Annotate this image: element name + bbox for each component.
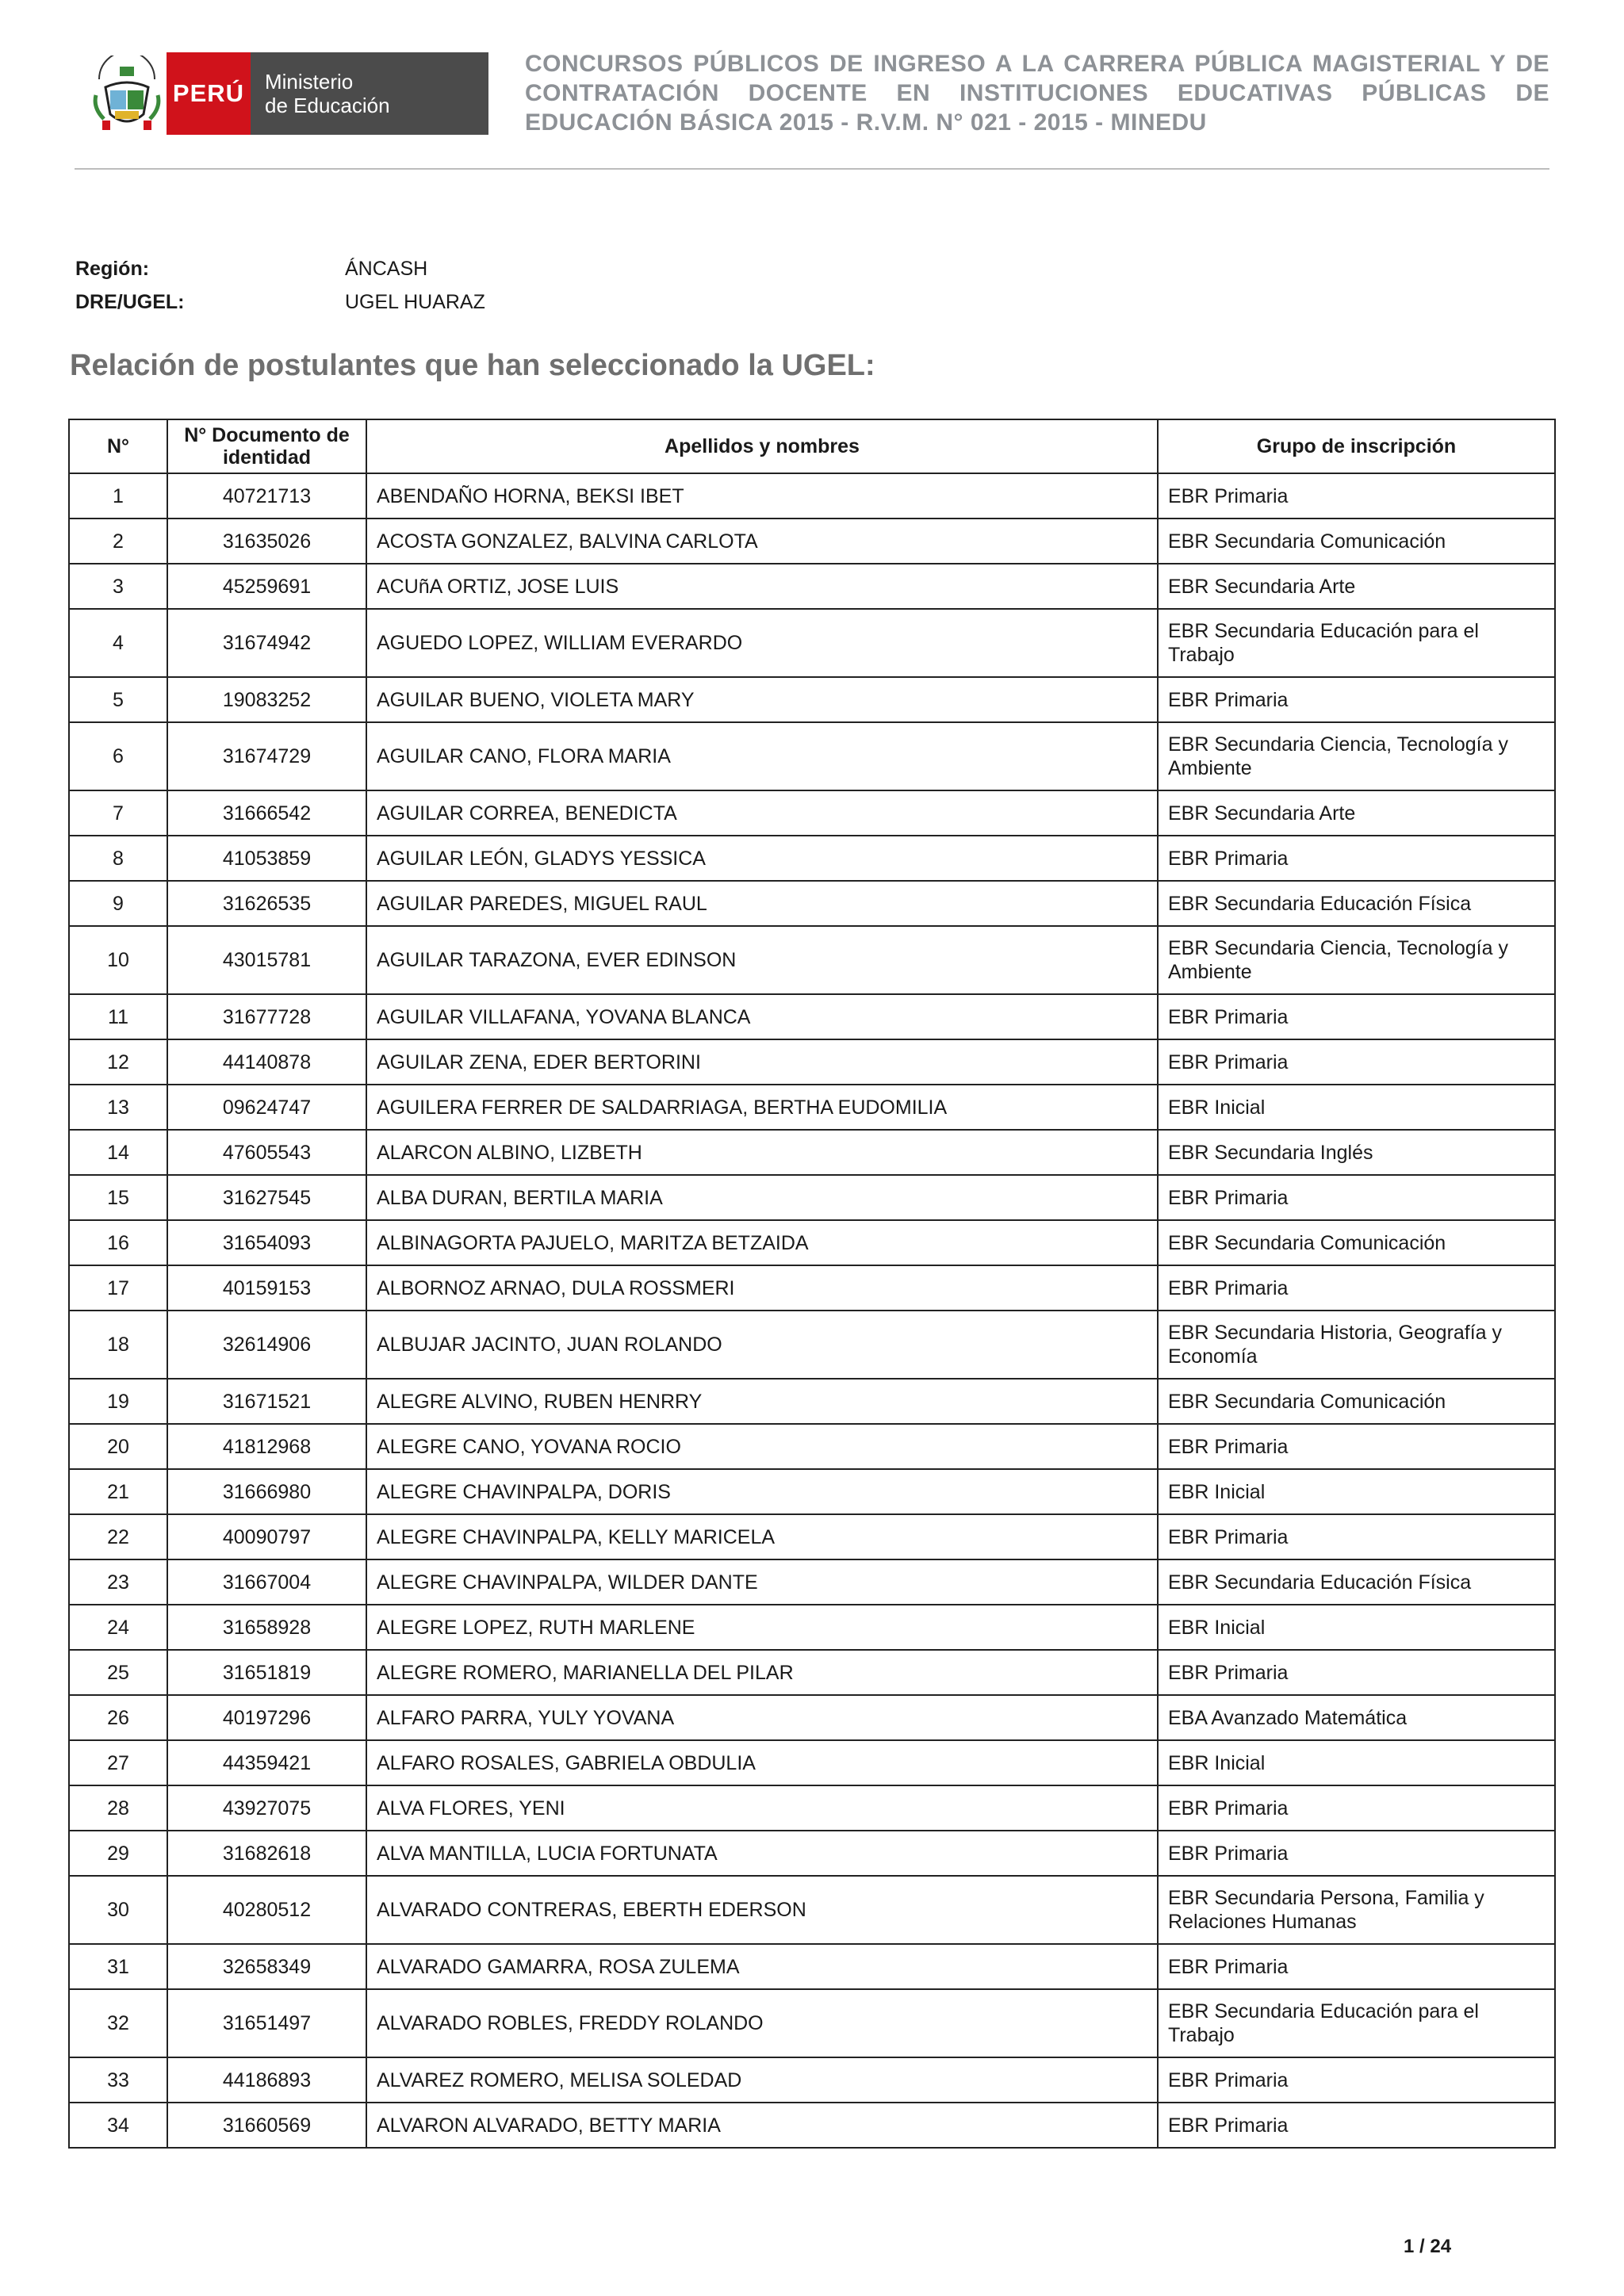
row-number: 24 bbox=[69, 1605, 167, 1650]
row-number: 14 bbox=[69, 1130, 167, 1175]
row-group: EBR Primaria bbox=[1158, 1424, 1555, 1469]
row-document: 31677728 bbox=[167, 994, 366, 1039]
header-divider bbox=[75, 168, 1549, 170]
row-document: 31658928 bbox=[167, 1605, 366, 1650]
row-name: AGUILERA FERRER DE SALDARRIAGA, BERTHA EUDOMILIA bbox=[366, 1085, 1158, 1130]
row-number: 4 bbox=[69, 609, 167, 677]
row-group: EBR Primaria bbox=[1158, 1650, 1555, 1695]
row-group: EBR Primaria bbox=[1158, 1785, 1555, 1831]
row-document: 40721713 bbox=[167, 473, 366, 519]
row-group: EBR Primaria bbox=[1158, 2057, 1555, 2103]
table-row bbox=[69, 609, 1555, 677]
row-name: ALVARON ALVARADO, BETTY MARIA bbox=[366, 2103, 1158, 2148]
table-row bbox=[69, 1989, 1555, 2057]
table-row bbox=[69, 722, 1555, 790]
row-document: 40280512 bbox=[167, 1876, 366, 1944]
row-name: AGUILAR VILLAFANA, YOVANA BLANCA bbox=[366, 994, 1158, 1039]
minedu-logo bbox=[87, 52, 488, 135]
row-group: EBR Primaria bbox=[1158, 677, 1555, 722]
row-name: ALEGRE CHAVINPALPA, DORIS bbox=[366, 1469, 1158, 1514]
row-name: ALVARADO ROBLES, FREDDY ROLANDO bbox=[366, 1989, 1158, 2057]
row-document: 40159153 bbox=[167, 1265, 366, 1311]
header-number: N° bbox=[69, 419, 167, 473]
row-document: 31674942 bbox=[167, 609, 366, 677]
row-number: 10 bbox=[69, 926, 167, 994]
row-number: 23 bbox=[69, 1559, 167, 1605]
table-row bbox=[69, 1695, 1555, 1740]
table-body bbox=[69, 473, 1555, 2148]
table-row bbox=[69, 836, 1555, 881]
row-name: ALVARADO CONTRERAS, EBERTH EDERSON bbox=[366, 1876, 1158, 1944]
row-group: EBR Inicial bbox=[1158, 1740, 1555, 1785]
row-name: AGUILAR ZENA, EDER BERTORINI bbox=[366, 1039, 1158, 1085]
row-number: 13 bbox=[69, 1085, 167, 1130]
row-name: ALEGRE CHAVINPALPA, KELLY MARICELA bbox=[366, 1514, 1158, 1559]
ministry-line-1: Ministerio bbox=[265, 70, 354, 94]
row-group: EBR Primaria bbox=[1158, 1831, 1555, 1876]
row-document: 47605543 bbox=[167, 1130, 366, 1175]
row-group: EBR Secundaria Comunicación bbox=[1158, 519, 1555, 564]
row-name: ALARCON ALBINO, LIZBETH bbox=[366, 1130, 1158, 1175]
table-row bbox=[69, 1424, 1555, 1469]
row-name: ALEGRE ALVINO, RUBEN HENRRY bbox=[366, 1379, 1158, 1424]
row-number: 34 bbox=[69, 2103, 167, 2148]
row-number: 12 bbox=[69, 1039, 167, 1085]
table-row bbox=[69, 1085, 1555, 1130]
row-group: EBR Inicial bbox=[1158, 1605, 1555, 1650]
table-row bbox=[69, 1265, 1555, 1311]
row-document: 43015781 bbox=[167, 926, 366, 994]
row-document: 31671521 bbox=[167, 1379, 366, 1424]
row-name: AGUILAR PAREDES, MIGUEL RAUL bbox=[366, 881, 1158, 926]
row-group: EBR Secundaria Arte bbox=[1158, 790, 1555, 836]
row-group: EBR Primaria bbox=[1158, 473, 1555, 519]
row-number: 16 bbox=[69, 1220, 167, 1265]
row-number: 33 bbox=[69, 2057, 167, 2103]
table-row bbox=[69, 1831, 1555, 1876]
region-value: ÁNCASH bbox=[345, 258, 428, 280]
row-name: ALBUJAR JACINTO, JUAN ROLANDO bbox=[366, 1311, 1158, 1379]
row-name: ALVAREZ ROMERO, MELISA SOLEDAD bbox=[366, 2057, 1158, 2103]
table-row bbox=[69, 1175, 1555, 1220]
table-row bbox=[69, 1469, 1555, 1514]
row-document: 31666542 bbox=[167, 790, 366, 836]
ugel-label: DRE/UGEL: bbox=[75, 291, 185, 313]
table-header-row bbox=[69, 419, 1555, 473]
row-number: 7 bbox=[69, 790, 167, 836]
row-group: EBR Secundaria Persona, Familia y Relaciones Humanas bbox=[1158, 1876, 1555, 1944]
row-name: ALBA DURAN, BERTILA MARIA bbox=[366, 1175, 1158, 1220]
row-document: 19083252 bbox=[167, 677, 366, 722]
row-number: 15 bbox=[69, 1175, 167, 1220]
row-group: EBR Secundaria Comunicación bbox=[1158, 1379, 1555, 1424]
region-info bbox=[75, 252, 485, 319]
row-name: ALVA FLORES, YENI bbox=[366, 1785, 1158, 1831]
row-number: 29 bbox=[69, 1831, 167, 1876]
ugel-value: UGEL HUARAZ bbox=[345, 291, 485, 313]
row-group: EBR Primaria bbox=[1158, 1175, 1555, 1220]
row-number: 26 bbox=[69, 1695, 167, 1740]
table-row bbox=[69, 790, 1555, 836]
row-name: ALBINAGORTA PAJUELO, MARITZA BETZAIDA bbox=[366, 1220, 1158, 1265]
row-document: 44359421 bbox=[167, 1740, 366, 1785]
row-group: EBR Secundaria Educación Física bbox=[1158, 1559, 1555, 1605]
table-row bbox=[69, 1785, 1555, 1831]
section-title: Relación de postulantes que han seleccionado la UGEL: bbox=[70, 349, 875, 382]
row-document: 41812968 bbox=[167, 1424, 366, 1469]
table-row bbox=[69, 1740, 1555, 1785]
row-document: 31635026 bbox=[167, 519, 366, 564]
row-document: 32614906 bbox=[167, 1311, 366, 1379]
row-name: ACOSTA GONZALEZ, BALVINA CARLOTA bbox=[366, 519, 1158, 564]
row-name: AGUILAR BUENO, VIOLETA MARY bbox=[366, 677, 1158, 722]
row-group: EBR Secundaria Educación para el Trabajo bbox=[1158, 609, 1555, 677]
row-name: ALEGRE CHAVINPALPA, WILDER DANTE bbox=[366, 1559, 1158, 1605]
row-number: 11 bbox=[69, 994, 167, 1039]
row-document: 32658349 bbox=[167, 1944, 366, 1989]
table-row bbox=[69, 1605, 1555, 1650]
row-number: 21 bbox=[69, 1469, 167, 1514]
table-row bbox=[69, 1559, 1555, 1605]
row-number: 28 bbox=[69, 1785, 167, 1831]
table-row bbox=[69, 2057, 1555, 2103]
row-name: AGUEDO LOPEZ, WILLIAM EVERARDO bbox=[366, 609, 1158, 677]
row-group: EBR Primaria bbox=[1158, 2103, 1555, 2148]
row-document: 40197296 bbox=[167, 1695, 366, 1740]
row-group: EBR Inicial bbox=[1158, 1469, 1555, 1514]
row-document: 40090797 bbox=[167, 1514, 366, 1559]
row-document: 31667004 bbox=[167, 1559, 366, 1605]
row-group: EBR Primaria bbox=[1158, 1944, 1555, 1989]
table-row bbox=[69, 1379, 1555, 1424]
row-document: 45259691 bbox=[167, 564, 366, 609]
row-name: ALVA MANTILLA, LUCIA FORTUNATA bbox=[366, 1831, 1158, 1876]
row-number: 17 bbox=[69, 1265, 167, 1311]
table-row bbox=[69, 1311, 1555, 1379]
row-number: 1 bbox=[69, 473, 167, 519]
row-name: ALBORNOZ ARNAO, DULA ROSSMERI bbox=[366, 1265, 1158, 1311]
table-row bbox=[69, 677, 1555, 722]
row-document: 31654093 bbox=[167, 1220, 366, 1265]
row-document: 31627545 bbox=[167, 1175, 366, 1220]
row-name: ALFARO ROSALES, GABRIELA OBDULIA bbox=[366, 1740, 1158, 1785]
table-row bbox=[69, 1514, 1555, 1559]
row-document: 41053859 bbox=[167, 836, 366, 881]
row-group: EBR Primaria bbox=[1158, 994, 1555, 1039]
row-name: ALVARADO GAMARRA, ROSA ZULEMA bbox=[366, 1944, 1158, 1989]
row-document: 44140878 bbox=[167, 1039, 366, 1085]
row-number: 20 bbox=[69, 1424, 167, 1469]
row-number: 6 bbox=[69, 722, 167, 790]
row-number: 27 bbox=[69, 1740, 167, 1785]
header-group: Grupo de inscripción bbox=[1158, 419, 1555, 473]
coat-of-arms-icon bbox=[87, 52, 167, 135]
row-group: EBR Inicial bbox=[1158, 1085, 1555, 1130]
row-document: 44186893 bbox=[167, 2057, 366, 2103]
table-row bbox=[69, 1130, 1555, 1175]
table-row bbox=[69, 1876, 1555, 1944]
row-group: EBA Avanzado Matemática bbox=[1158, 1695, 1555, 1740]
table-row bbox=[69, 994, 1555, 1039]
row-number: 2 bbox=[69, 519, 167, 564]
row-name: AGUILAR CORREA, BENEDICTA bbox=[366, 790, 1158, 836]
row-number: 19 bbox=[69, 1379, 167, 1424]
row-document: 31651819 bbox=[167, 1650, 366, 1695]
row-name: AGUILAR LEÓN, GLADYS YESSICA bbox=[366, 836, 1158, 881]
table-row bbox=[69, 1220, 1555, 1265]
row-document: 31626535 bbox=[167, 881, 366, 926]
applicants-table bbox=[68, 419, 1556, 2149]
row-group: EBR Secundaria Arte bbox=[1158, 564, 1555, 609]
row-number: 30 bbox=[69, 1876, 167, 1944]
row-number: 18 bbox=[69, 1311, 167, 1379]
row-name: ACUñA ORTIZ, JOSE LUIS bbox=[366, 564, 1158, 609]
row-group: EBR Secundaria Ciencia, Tecnología y Ambiente bbox=[1158, 722, 1555, 790]
row-document: 09624747 bbox=[167, 1085, 366, 1130]
ugel-row bbox=[75, 285, 485, 319]
row-document: 31651497 bbox=[167, 1989, 366, 2057]
table-row bbox=[69, 1039, 1555, 1085]
row-group: EBR Primaria bbox=[1158, 1265, 1555, 1311]
row-document: 31674729 bbox=[167, 722, 366, 790]
table-row bbox=[69, 926, 1555, 994]
row-name: ALEGRE LOPEZ, RUTH MARLENE bbox=[366, 1605, 1158, 1650]
table-row bbox=[69, 1650, 1555, 1695]
row-group: EBR Secundaria Ciencia, Tecnología y Ambiente bbox=[1158, 926, 1555, 994]
row-document: 31682618 bbox=[167, 1831, 366, 1876]
row-name: ALEGRE CANO, YOVANA ROCIO bbox=[366, 1424, 1158, 1469]
table-row bbox=[69, 2103, 1555, 2148]
ministry-line-2: de Educación bbox=[265, 94, 390, 117]
row-number: 32 bbox=[69, 1989, 167, 2057]
row-number: 22 bbox=[69, 1514, 167, 1559]
row-group: EBR Primaria bbox=[1158, 1514, 1555, 1559]
peru-brand: PERÚ bbox=[167, 52, 251, 135]
row-name: AGUILAR TARAZONA, EVER EDINSON bbox=[366, 926, 1158, 994]
row-name: ABENDAÑO HORNA, BEKSI IBET bbox=[366, 473, 1158, 519]
table-header bbox=[69, 419, 1555, 473]
row-document: 43927075 bbox=[167, 1785, 366, 1831]
row-group: EBR Primaria bbox=[1158, 1039, 1555, 1085]
row-group: EBR Secundaria Inglés bbox=[1158, 1130, 1555, 1175]
ministry-name bbox=[251, 52, 488, 135]
row-number: 8 bbox=[69, 836, 167, 881]
row-group: EBR Primaria bbox=[1158, 836, 1555, 881]
row-group: EBR Secundaria Educación Física bbox=[1158, 881, 1555, 926]
row-name: ALEGRE ROMERO, MARIANELLA DEL PILAR bbox=[366, 1650, 1158, 1695]
row-group: EBR Secundaria Educación para el Trabajo bbox=[1158, 1989, 1555, 2057]
row-number: 3 bbox=[69, 564, 167, 609]
table-row bbox=[69, 519, 1555, 564]
row-number: 31 bbox=[69, 1944, 167, 1989]
table-row bbox=[69, 473, 1555, 519]
row-number: 5 bbox=[69, 677, 167, 722]
row-group: EBR Secundaria Historia, Geografía y Economía bbox=[1158, 1311, 1555, 1379]
row-group: EBR Secundaria Comunicación bbox=[1158, 1220, 1555, 1265]
row-document: 31666980 bbox=[167, 1469, 366, 1514]
region-row bbox=[75, 252, 485, 285]
page-number: 1 / 24 bbox=[1404, 2236, 1452, 2257]
region-label: Región: bbox=[75, 258, 150, 280]
row-name: AGUILAR CANO, FLORA MARIA bbox=[366, 722, 1158, 790]
table-row bbox=[69, 881, 1555, 926]
row-number: 9 bbox=[69, 881, 167, 926]
table-row bbox=[69, 1944, 1555, 1989]
row-number: 25 bbox=[69, 1650, 167, 1695]
header-name: Apellidos y nombres bbox=[366, 419, 1158, 473]
document-title: CONCURSOS PÚBLICOS DE INGRESO A LA CARRERA PÚBLICA MAGISTERIAL Y DE CONTRATACIÓN DOCENTE EN INSTITUCIONES EDUCATIVAS PÚBLICAS DE EDUCACIÓN BÁSICA 2015 - R.V.M. N° 021 - 2015 - MINEDU bbox=[525, 51, 1549, 136]
table-row bbox=[69, 564, 1555, 609]
row-name: ALFARO PARRA, YULY YOVANA bbox=[366, 1695, 1158, 1740]
header-document: N° Documento de identidad bbox=[167, 419, 366, 473]
row-document: 31660569 bbox=[167, 2103, 366, 2148]
